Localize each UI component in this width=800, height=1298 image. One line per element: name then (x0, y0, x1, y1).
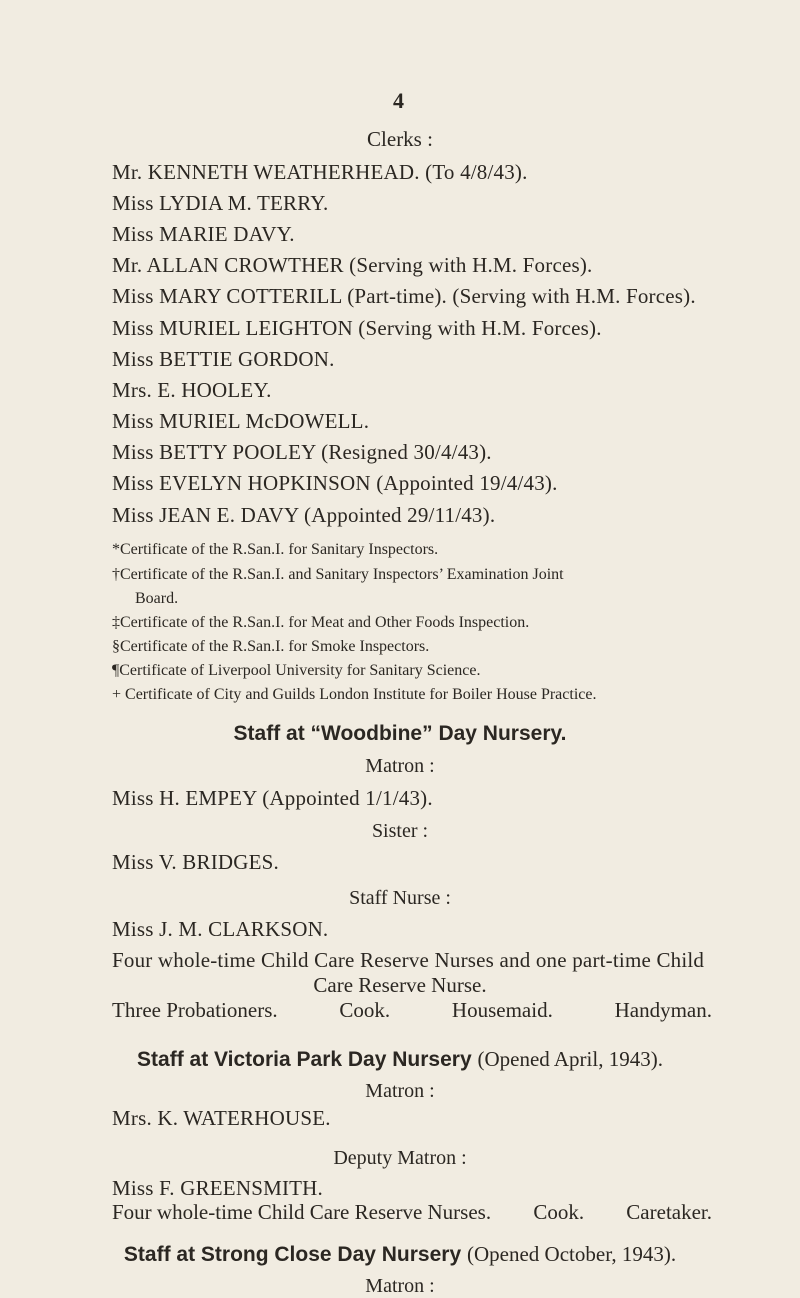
others-item: Housemaid. (451, 998, 553, 1022)
victoria-deputy-heading: Deputy Matron : (333, 1147, 467, 1169)
woodbine-reserve-line: Care Reserve Nurse. (313, 973, 487, 997)
others-item: Three Probationers. (112, 998, 278, 1022)
strong-close-title-tail: (Opened October, 1943). (467, 1242, 677, 1266)
clerk-line: Mrs. E. HOOLEY. (112, 378, 272, 402)
clerk-line: Miss MARY COTTERILL (Part-time). (Serving with H.M. Forces). (112, 284, 696, 308)
clerks-heading: Clerks : (367, 127, 433, 151)
clerk-line: Miss EVELYN HOPKINSON (Appointed 19/4/43). (112, 471, 558, 495)
woodbine-others-row (112, 998, 712, 1023)
woodbine-matron-heading: Matron : (365, 755, 435, 777)
woodbine-title: Staff at “Woodbine” Day Nursery. (233, 722, 567, 745)
clerk-line: Miss JEAN E. DAVY (Appointed 29/11/43). (112, 503, 496, 527)
clerk-line: Miss BETTY POOLEY (Resigned 30/4/43). (112, 440, 492, 464)
woodbine-sister-heading: Sister : (371, 820, 429, 842)
victoria-title-main: Staff at Victoria Park Day Nursery (137, 1048, 472, 1071)
others-item: Cook. (339, 998, 391, 1022)
footnote: ‡Certificate of the R.San.I. for Meat and Other Foods Inspection. (112, 614, 530, 631)
woodbine-sister: Miss V. BRIDGES. (112, 850, 279, 874)
victoria-title-tail: (Opened April, 1943). (477, 1047, 663, 1071)
woodbine-matron: Miss H. EMPEY (Appointed 1/1/43). (112, 786, 433, 810)
strong-close-title (0, 1242, 800, 1267)
footnote: ¶Certificate of Liverpool University for Sanitary Science. (112, 662, 481, 679)
clerk-line: Mr. KENNETH WEATHERHEAD. (To 4/8/43). (112, 160, 528, 184)
victoria-matron: Mrs. K. WATERHOUSE. (112, 1106, 331, 1130)
victoria-deputy: Miss F. GREENSMITH. (112, 1176, 323, 1200)
clerk-line: Miss MURIEL McDOWELL. (112, 409, 370, 433)
woodbine-reserve-line: Four whole-time Child Care Reserve Nurses and one part-time Child (112, 948, 705, 972)
footnote: §Certificate of the R.San.I. for Smoke Inspectors. (112, 638, 430, 655)
victoria-matron-heading: Matron : (365, 1080, 435, 1102)
victoria-others-row (112, 1200, 712, 1225)
woodbine-staff-nurse: Miss J. M. CLARKSON. (112, 917, 329, 941)
victoria-title (0, 1047, 800, 1072)
clerk-line: Miss BETTIE GORDON. (112, 347, 335, 371)
footnote: *Certificate of the R.San.I. for Sanitary Inspectors. (112, 541, 439, 558)
woodbine-staff-nurse-heading: Staff Nurse : (349, 887, 451, 909)
footnote-continuation: Board. (135, 590, 179, 607)
clerk-line: Mr. ALLAN CROWTHER (Serving with H.M. Forces). (112, 253, 593, 277)
clerk-line: Miss MARIE DAVY. (112, 222, 295, 246)
others-item: Four whole-time Child Care Reserve Nurses. (112, 1200, 492, 1224)
footnote: + Certificate of City and Guilds London Institute for Boiler House Practice. (112, 686, 597, 703)
footnote: †Certificate of the R.San.I. and Sanitary Inspectors’ Examination Joint (112, 566, 564, 583)
strong-close-title-main: Staff at Strong Close Day Nursery (123, 1243, 462, 1266)
clerk-line: Miss LYDIA M. TERRY. (112, 191, 329, 215)
clerk-line: Miss MURIEL LEIGHTON (Serving with H.M. Forces). (112, 316, 602, 340)
others-item: Cook. (533, 1200, 585, 1224)
strong-close-matron-heading: Matron : (365, 1275, 435, 1297)
others-item: Caretaker. (626, 1200, 712, 1224)
others-item: Handyman. (614, 998, 712, 1022)
page-number: 4 (393, 88, 404, 113)
